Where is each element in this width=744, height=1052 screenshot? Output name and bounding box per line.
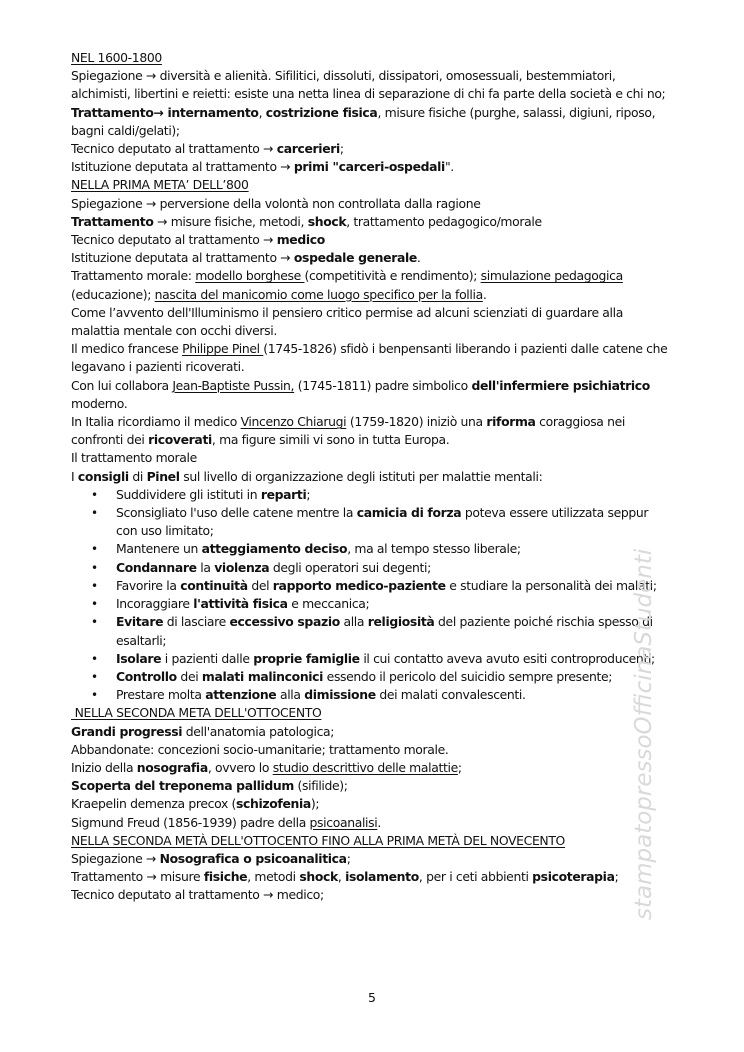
paragraph-trattamento-novecento: Trattamento → misure fisiche, metodi shock, isolamento, per i ceti abbienti psicoterapia; xyxy=(71,869,619,885)
list-item: • Condannare la violenza degli operatori sui degenti; xyxy=(71,559,671,577)
paragraph-spiegazione-800: Spiegazione → perversione della volontà non controllata dalla ragione xyxy=(71,195,481,211)
section-heading-prima-meta-800: NELLA PRIMA META’ DELL’800 xyxy=(71,177,249,193)
list-item: • Suddividere gli istituti in reparti; xyxy=(71,486,671,504)
list-item: • Prestare molta attenzione alla dimissione dei malati convalescenti. xyxy=(71,686,671,704)
paragraph-grandi-progressi: Grandi progressi dell'anatomia patologica; xyxy=(71,723,335,739)
list-item: • Controllo dei malati malinconici essendo il pericolo del suicidio sempre presente; xyxy=(71,668,671,686)
section-heading-ottocento-novecento: NELLA SECONDA METÀ DELL'OTTOCENTO FINO ALLA PRIMA METÀ DEL NOVECENTO xyxy=(71,832,565,848)
paragraph-trattamento-morale-title: Il trattamento morale xyxy=(71,450,197,466)
paragraph-freud: Sigmund Freud (1856-1939) padre della psicoanalisi. xyxy=(71,814,381,830)
section-heading-1600-1800: NEL 1600-1800 xyxy=(71,50,162,65)
paragraph-trattamento-1600: Trattamento→ internamento, costrizione fisica, misure fisiche (purghe, salassi, digiuni, riposo, bagni caldi/gelati); xyxy=(71,104,656,138)
paragraph-spiegazione-1600: Spiegazione → diversità e alienità. Sifilitici, dissoluti, dissipatori, omosessuali, bestemmiatori, alchimisti, libertini e reietti: esiste una netta linea di separazione di chi fa parte della società e chi no; xyxy=(71,68,666,102)
page-number: 5 xyxy=(368,990,376,1005)
paragraph-tecnico-800: Tecnico deputato al trattamento → medico xyxy=(71,232,325,248)
section-heading-seconda-meta-ottocento: NELLA SECONDA META DELL'OTTOCENTO xyxy=(71,705,322,721)
paragraph-istituzione-800: Istituzione deputata al trattamento → ospedale generale. xyxy=(71,250,421,266)
paragraph-chiarugi: In Italia ricordiamo il medico Vincenzo Chiarugi (1759-1820) iniziò una riforma coraggiosa nei confronti dei ricoverati, ma figure simili vi sono in tutta Europa. xyxy=(71,414,626,448)
paragraph-pinel: Il medico francese Philippe Pinel (1745-1826) sfidò i benpensanti liberando i pazienti dalle catene che legavano i pazienti ricoverati. xyxy=(71,341,668,375)
consigli-list xyxy=(71,486,671,704)
paragraph-tecnico-novecento: Tecnico deputato al trattamento → medico; xyxy=(71,887,324,903)
list-item: • Incoraggiare l'attività fisica e meccanica; xyxy=(71,595,671,613)
document-page xyxy=(71,49,671,905)
paragraph-kraepelin: Kraepelin demenza precox (schizofenia); xyxy=(71,796,320,812)
paragraph-nosografia: Inizio della nosografia, ovvero lo studio descrittivo delle malattie; xyxy=(71,759,462,775)
paragraph-illuminismo: Come l’avvento dell'Illuminismo il pensiero critico permise ad alcuni scienziati di guardare alla malattia mentale con occhi diversi. xyxy=(71,304,623,339)
list-item: • Favorire la continuità del rapporto medico-paziente e studiare la personalità dei malati; xyxy=(71,577,671,595)
paragraph-tecnico-1600: Tecnico deputato al trattamento → carcerieri; xyxy=(71,141,344,157)
list-item: • Sconsigliato l'uso delle catene mentre la camicia di forza poteva essere utilizzata seppur con uso limitato; xyxy=(71,504,671,540)
list-item: • Isolare i pazienti dalle proprie famiglie il cui contatto aveva avuto esiti controproducenti; xyxy=(71,650,671,668)
paragraph-trattamento-800: Trattamento → misure fisiche, metodi, shock, trattamento pedagogico/morale xyxy=(71,213,542,229)
paragraph-trattamento-morale: Trattamento morale: modello borghese (competitività e rendimento); simulazione pedagogica (educazione); nascita del manicomio come luogo specifico per la follia. xyxy=(71,268,623,302)
paragraph-consigli-pinel: I consigli di Pinel sul livello di organizzazione degli istituti per malattie mentali: xyxy=(71,468,543,484)
list-item: • Mantenere un atteggiamento deciso, ma al tempo stesso liberale; xyxy=(71,540,671,558)
paragraph-pussin: Con lui collabora Jean-Baptiste Pussin, (1745-1811) padre simbolico dell'infermiere psichiatrico moderno. xyxy=(71,377,650,411)
paragraph-istituzione-1600: Istituzione deputata al trattamento → primi "carceri-ospedali". xyxy=(71,159,454,175)
list-item: • Evitare di lasciare eccessivo spazio alla religiosità del paziente poiché rischia spesso di esaltarli; xyxy=(71,613,671,649)
paragraph-treponema: Scoperta del treponema pallidum (sifilide); xyxy=(71,778,348,794)
paragraph-spiegazione-novecento: Spiegazione → Nosografica o psicoanalitica; xyxy=(71,850,351,866)
paragraph-abbandonate: Abbandonate: concezioni socio-umanitarie; trattamento morale. xyxy=(71,741,449,757)
